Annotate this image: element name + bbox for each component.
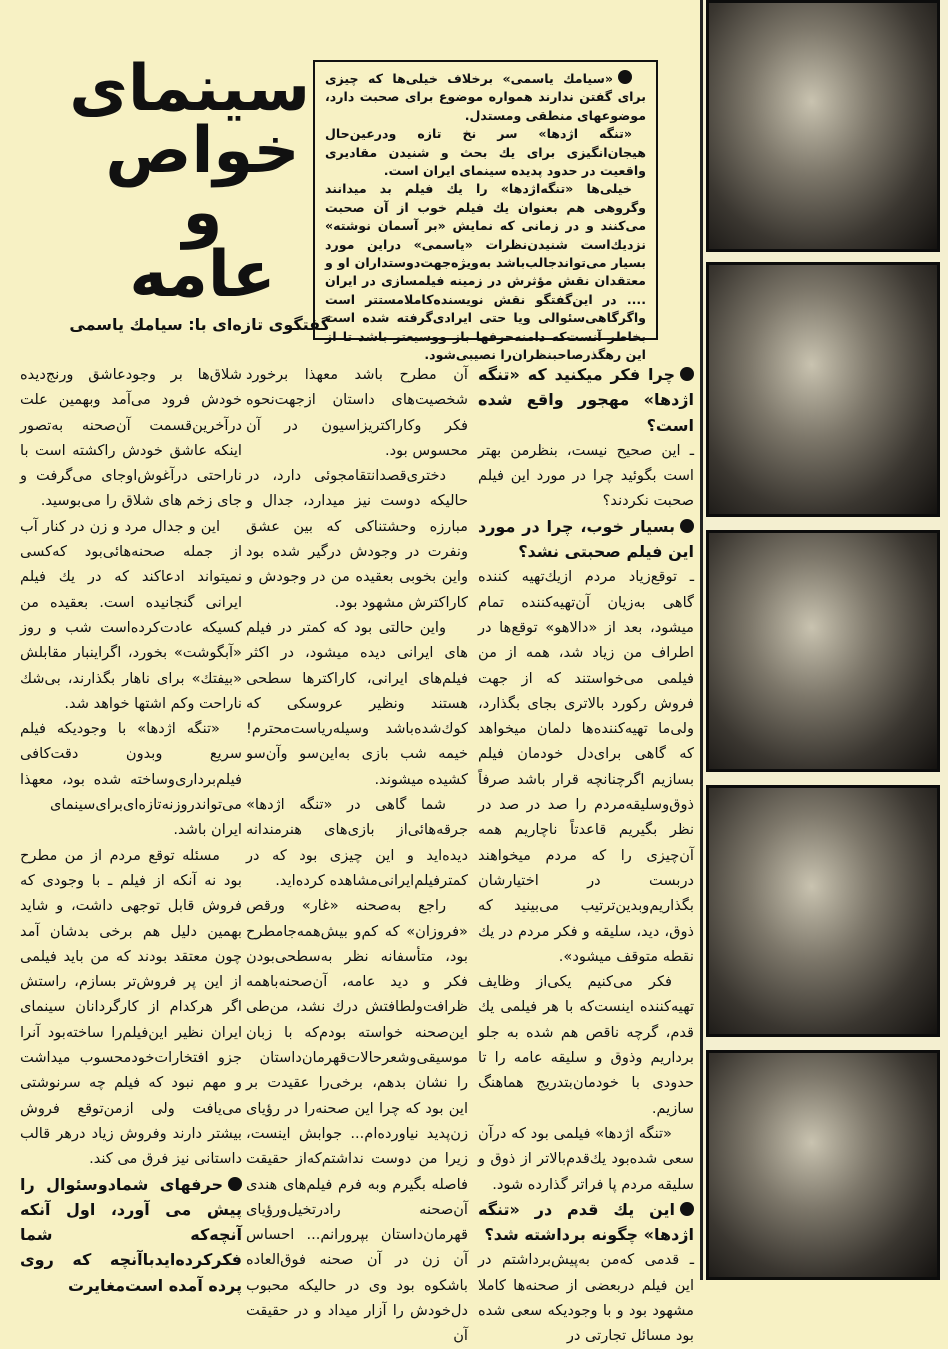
text-column-3 xyxy=(20,362,242,1298)
title-line: خواص xyxy=(105,114,300,188)
paragraph: راجع به‌صحنه «غار» ورقص «فروزان» که کم‌و بیش‌همه‌جامطرح بود، متأسفانه نظر به‌سطحی‌بودن فکر و دید عامه، آن‌صحنه‌باهمه ظرافت‌ولطافتش درك نشد، من‌طی این‌صحنه خواسته بودم‌که با زبان موسیقی‌وشعرحالات‌قهرمان‌داستان را نشان بدهم، برخی‌را عقیدت بر این بود که چرا این صحنه‌را در رؤیای زن‌پدید نیاورده‌ام... جوابش اینست، زیرا من دوست نداشتم‌که‌از حقیقت فاصله بگیرم وبه فرم فیلم‌های هندی آن‌صحنه رادرتخیل‌ورؤیای قهرمان‌داستان بپرورانم... احساس آن زن در آن صحنه فوق‌العاده باشکوه بود وی در حالیکه محبوب دل‌خودش را آزار میداد و در حقیقت آن xyxy=(246,897,468,1345)
paragraph: واین حالتی بود که کمتر در فیلم های ایرانی دیده میشود، در اکثر فیلم‌های ایرانی، کاراکترها سطحی هستند ونظیر عروسکی که کوك‌شده‌باشد وسیله‌ریاست‌محترم! خیمه شب بازی به‌این‌سو وآن‌سو کشیده میشوند. xyxy=(246,618,468,788)
paragraph: این و جدال مرد و زن در کنار آب از جمله صحنه‌هائی‌بود که‌کسی نمیتواند ادعاکند که در یك فیلم ایرانی گنجانیده است. بعقیده من کسیکه عادت‌کرده‌است شب و روز «آبگوشت» بخورد، اگراینبار مقابلش «بیفتك» برای ناهار بگذارند، بی‌شك ناراحت وکم اشتها خواهد شد. xyxy=(20,517,242,712)
interview-question xyxy=(478,1197,694,1248)
article-title xyxy=(69,52,310,312)
intro-paragraph: «تنگه اژدها» سر نخ تازه ودرعین‌حال هیجان‌انگیزی برای یك بحث و شنیدن مقادیری واقعیت در حدود پدیده سینمای ایران است. xyxy=(325,126,646,179)
intro-text: «سیامك یاسمی» برخلاف خیلی‌ها که چیزی برای گفتن ندارند همواره موضوع برای صحبت دارد، موضوعهای منطقی ومستدل. xyxy=(325,71,646,123)
bullet-icon xyxy=(680,519,694,533)
paragraph: دختری‌قصدانتقامجوئی دارد، در حالیکه دوست نیز میدارد، جدال و مبارزه وحشتناکی که بین عشق ونفرت در وجودش درگیر شده بود واین بخوبی بعقیده من در وجودش و کاراکترش مشهود بود. xyxy=(246,467,468,611)
intro-paragraph: خیلی‌ها «تنگه‌اژدها» را یك فیلم بد میدانند وگروهی هم بعنوان یك فیلم خوب از آن صحبت می‌کنند و در زمانی که نمایش «بر آسمان نوشته» نزدیك‌است شنیدن‌نظرات «یاسمی» دراین مورد بسیار می‌تواندجالب‌باشد به‌ویژه‌جهت‌دوستداران او و معتقدان نقش مؤثرش در زمینه فیلمسازی در ایران .... در این‌گفتگو نقش نویسنده‌کاملامستتر است واگرگاهی‌سئوالی ویا حتی ایرادی‌گرفته شده است بخاطر آنست‌که دامنه‌حرفها باز ووسیعتر باشد تا از این رهگذرصاحبنظران‌را نصیبی‌شود. xyxy=(325,181,646,363)
paragraph: فکر می‌کنیم یکی‌از وظایف تهیه‌کننده اینست‌که با هر فیلمی یك قدم، گرچه ناقص هم شده به جلو برداریم وذوق و سلیقه عامه را تا حدودی با خودمان‌بتدریج هماهنگ سازیم. xyxy=(478,973,694,1117)
byline: گفتگوی تازه‌ای با: سیامك یاسمی xyxy=(69,315,330,334)
interview-question xyxy=(478,514,694,565)
film-still-photo xyxy=(706,1050,940,1280)
paragraph: شما گاهی در «تنگه اژدها» جرقه‌هائی‌از بازی‌های هنرمندانه دیده‌اید و این چیزی بود که در کمترفیلم‌ایرانی‌مشاهده کرده‌اید. xyxy=(246,796,468,889)
film-still-photo xyxy=(706,530,940,772)
paragraph: شلاق‌ها بر وجودعاشق ورنج‌دیده‌ خودش فرود می‌آمد وبهمین علت درآخرین‌قسمت آن‌صحنه به‌تصور اینکه عاشق خودش راکشته است با ناراحتی درآغوش‌اوجای می‌گرفت و جای زخم های شلاق را می‌بوسید. xyxy=(20,366,242,510)
bullet-icon xyxy=(680,367,694,381)
paragraph: مسئله توقع مردم از من مطرح بود نه آنکه از فیلم ـ با وجودی که فروش قابل توجهی داشت، و شاید بهمین دلیل هم برخی بدشان آمد چون معتقد بودند که من باید فیلمی از این پر فروش‌تر بسازم، راستش اگر هرکدام از کارگردانان سینمای ایران نظیر این‌فیلم‌را ساخته‌بود آنرا جزو افتخارات‌خودمحسوب میداشت و مهم نبود که فیلم چه سرنوشتی می‌یافت ولی ازمن‌توقع فروش بیشتر دارند وفروش زیاد درهر قالب داستانی نیز فرق می کند. xyxy=(20,846,242,1168)
interview-answer: ـ توقع‌زیاد مردم ازیك‌تهیه کننده گاهی به‌زیان آن‌تهیه‌کننده تمام میشود، بعد از «دالاهو» توقع‌ها در اطراف من زیاد شد، همه از من فیلمی می‌خواستند که از جهت فروش رکورد بالاتری بجای بگذارد، ولی‌ما تهیه‌کننده‌ها دلمان میخواهد که گاهی برای‌دل خودمان فیلم بسازیم اگرچنانچه قرار باشد صرفاً ذوق‌وسلیقه‌مردم را صد در صد در نظر بگیریم قاعدتاً ناچاریم همه آن‌چیزی را که مردم میخواهند دربست در اختیارشان بگذاریم‌وبدین‌ترتیب می‌بینید که ذوق، دید، سلیقه و فکر مردم در یك نقطه متوقف میشود». xyxy=(478,568,694,965)
film-still-photo xyxy=(706,785,940,1037)
title-line: و xyxy=(182,176,223,250)
text-column-1 xyxy=(478,362,694,1349)
interview-answer: ـ این صحیح نیست، بنظرمن بهتر است بگوئید چرا در مورد این فیلم صحبت نکردند؟ xyxy=(478,441,694,510)
question-text: حرفهای شمادوسئوال را پیش می آورد، اول آنکه آنچه‌که شما فکرکرده‌ایدبا‌آنچه که روی پرده آمده است‌مغایرت xyxy=(20,1174,242,1295)
paragraph: «تنگه اژدها» فیلمی بود که درآن سعی شده‌بود یك‌قدم‌بالاتر از ذوق و سلیقه مردم پا فراتر گذارده شود. xyxy=(478,1124,694,1193)
title-line: عامه xyxy=(129,238,276,312)
bullet-icon xyxy=(680,1202,694,1216)
interview-question xyxy=(20,1172,242,1298)
intro-paragraph xyxy=(325,70,646,125)
film-still-photo xyxy=(706,0,940,252)
paragraph: آن مطرح باشد معهذا برخورد شخصیت‌های داستان ازجهت‌نحوه فکر وکاراکتریزاسیون در آن محسوس بود. xyxy=(246,366,468,459)
text-column-2 xyxy=(246,362,468,1349)
question-text: این یك قدم در «تنگه اژدها» چگونه برداشته شد؟ xyxy=(478,1199,694,1245)
bullet-icon xyxy=(228,1177,242,1191)
film-still-photo xyxy=(706,262,940,517)
bullet-icon xyxy=(618,70,632,84)
question-text: چرا فکر میکنید که «تنگه اژدها» مهجور واقع شده است؟ xyxy=(478,365,694,435)
title-line: سینمای xyxy=(69,52,310,126)
question-text: بسیار خوب، چرا در مورد این فیلم صحبتی نشد؟ xyxy=(478,516,694,562)
interview-question xyxy=(478,362,694,438)
paragraph: «تنگه اژدها» با وجودیکه فیلم سریع وبدون دقت‌کافی فیلم‌برداری‌وساخته شده بود، معهذا می‌تواندروزنه‌تازه‌ای‌برای‌سینمای ایران باشد. xyxy=(20,720,242,839)
intro-box xyxy=(313,60,658,363)
interview-answer: ـ قدمی که‌من به‌پیش‌برداشتم در این فیلم دربعضی از صحنه‌ها کاملا مشهود بود و با وجودیکه سعی شده بود مسائل تجارتی در xyxy=(478,1251,694,1345)
